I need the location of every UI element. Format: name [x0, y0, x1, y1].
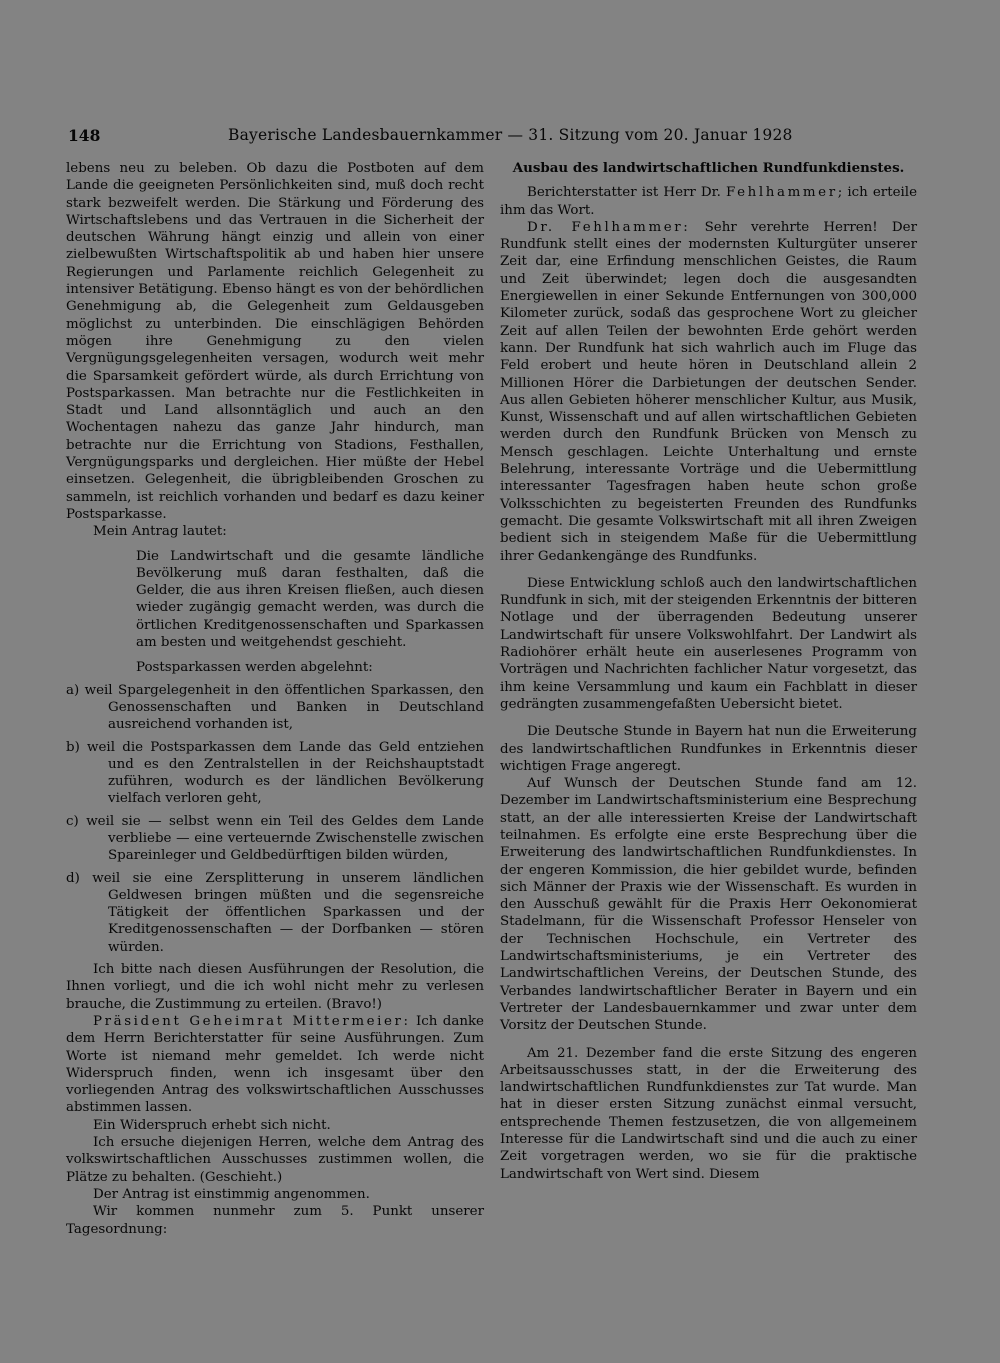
speaker-text: Ich danke dem Herrn Berichterstatter für seine Ausführungen. Zum Worte ist niemand mehr gemeldet. Ich werde nicht Widerspruch finden, wenn ich insgesamt über den vorliegenden Antrag des volkswirtschaftlichen Ausschusses abstimmen lassen.: [66, 1013, 484, 1116]
page-number: 148: [68, 126, 101, 145]
speaker-name: Dr. Fehlhammer:: [527, 219, 691, 235]
paragraph: Mein Antrag lautet:: [93, 524, 227, 540]
paragraph: [500, 219, 917, 565]
speaker-name: Fehlhammer: [725, 185, 838, 201]
list-item: c) weil sie — selbst wenn ein Teil des Geldes dem Lande verbliebe — eine verteuernde Zwischenstelle zwischen Spareinleger und Geldbedürftigen bilden würden,: [66, 813, 484, 864]
paragraph: lebens neu zu beleben. Ob dazu die Postboten auf dem Lande die geeigneten Persönlichkeiten sind, muß doch recht stark bezweifelt werden. Die Stärkung und Förderung des Wirtschaftslebens und das Vertrauen in die Sicherheit der deutschen Währung hängt einzig und allein von einer zielbewußten Wirtschaftspolitik ab und haben hier unsere Regierungen und Parlamente reichlich Gelegenheit zu intensiver Betätigung. Ebenso hängt es von der behördlichen Genehmigung ab, die Gelegenheit zum Geldausgeben möglichst zu unterbinden. Die einschlägigen Behörden mögen ihre Genehmigung zu den vielen Vergnügungsgelegenheiten versagen, wodurch weit mehr die Sparsamkeit gefördert würde, als durch Errichtung von Postsparkassen. Man betrachte nur die Festlichkeiten in Stadt und Land allsonntäglich und auch an den Wochentagen nahezu das ganze Jahr hindurch, man betrachte nur die Errichtung von Stadions, Festhallen, Vergnügungsparks und dergleichen. Hier müßte der Hebel einsetzen. Gelegenheit, die übrigbleibenden Groschen zu sammeln, ist reichlich vorhanden und bedarf es dazu keiner Postsparkasse.: [66, 161, 484, 522]
motion-subhead: Postsparkassen werden abgelehnt:: [136, 660, 373, 676]
paragraph: Ich bitte nach diesen Ausführungen der Resolution, die Ihnen vorliegt, und die ich wohl nicht mehr zu verlesen brauche, die Zustimmung zu erteilen. (Bravo!): [66, 962, 484, 1012]
list-item: a) weil Spargelegenheit in den öffentlichen Sparkassen, den Genossenschaften und Banken in Deutschland ausreichend vorhanden ist,: [66, 682, 484, 733]
list-item: b) weil die Postsparkassen dem Lande das Geld entziehen und es den Zentralstellen in der Reichshauptstadt zuführen, wodurch es der ländlichen Bevölkerung vielfach verloren geht,: [66, 739, 484, 807]
paragraph: [500, 184, 917, 219]
paragraph: Ein Widerspruch erhebt sich nicht.: [93, 1117, 331, 1133]
list-item: d) weil sie eine Zersplitterung in unserem ländlichen Geldwesen bringen müßten und die segensreiche Tätigkeit der öffentlichen Sparkassen und der Kreditgenossenschaften — der Dorfbanken — stören würden.: [66, 870, 484, 955]
paragraph: Der Antrag ist einstimmig angenommen.: [93, 1186, 370, 1202]
right-column: [500, 160, 917, 1183]
paragraph: Am 21. Dezember fand die erste Sitzung des engeren Arbeitsausschusses statt, in der die Erweiterung des landwirtschaftlichen Rundfunkdienstes zur Tat wurde. Man hat in dieser ersten Sitzung zunächst einmal versucht, entsprechende Themen festzusetzen, die von allgemeinem Interesse für die Landwirtschaft sind und die auch zu einer Zeit vorgetragen werden, wo sie für die praktische Landwirtschaft von Wert sind. Diesem: [500, 1045, 917, 1182]
paragraph: [66, 1013, 484, 1117]
paragraph: Auf Wunsch der Deutschen Stunde fand am 12. Dezember im Landwirtschaftsministerium eine Besprechung statt, an der alle interessierten Kreise der Landwirtschaft teilnahmen. Es erfolgte eine erste Besprechung über die Erweiterung des landwirtschaftlichen Rundfunkdienstes. In der engeren Kommission, die hier gebildet wurde, befinden sich Männer der Praxis wie der Wissenschaft. Es wurden in den Ausschuß gewählt für die Praxis Herr Oekonomierat Stadelmann, für die Wissenschaft Professor Henseler von der Technischen Hochschule, ein Vertreter des Landwirtschaftsministeriums, je ein Vertreter des Landwirtschaftlichen Vereins, der Deutschen Stunde, des Verbandes landwirtschaftlicher Berater in Bayern und ein Vertreter der Landesbauernkammer und zwar unter dem Vorsitz der Deutschen Stunde.: [500, 776, 917, 1034]
paragraph: Ich ersuche diejenigen Herren, welche dem Antrag des volkswirtschaftlichen Ausschusses zustimmen wollen, die Plätze zu behalten. (Geschieht.): [66, 1135, 484, 1185]
page-header: [68, 126, 793, 150]
speaker-name: Präsident Geheimrat Mittermeier:: [93, 1013, 411, 1029]
section-heading: Ausbau des landwirtschaftlichen Rundfunkdienstes.: [512, 160, 905, 176]
motion-text: Die Landwirtschaft und die gesamte ländliche Bevölkerung muß daran festhalten, daß die Gelder, die aus ihren Kreisen fließen, auch diesen wieder zugängig gemacht werden, was durch die örtlichen Kreditgenossenschaften und Sparkassen am besten und weitgehendst geschieht.: [136, 548, 484, 651]
left-column: [66, 160, 484, 1238]
running-title: Bayerische Landesbauernkammer — 31. Sitzung vom 20. Januar 1928: [228, 126, 793, 144]
paragraph: Die Deutsche Stunde in Bayern hat nun die Erweiterung des landwirtschaftlichen Rundfunkes in Erkenntnis dieser wichtigen Frage angeregt.: [500, 724, 917, 774]
text-span: ; ich erteile ihm das Wort.: [500, 185, 917, 218]
paragraph: Diese Entwicklung schloß auch den landwirtschaftlichen Rundfunk in sich, mit der steigenden Erkenntnis der bitteren Notlage und der überragenden Bedeutung unserer Landwirtschaft für unsere Volkswohlfahrt. Der Landwirt als Radiohörer erhält heute ein auserlesenes Programm von Vorträgen und Nachrichten fachlicher Natur vorgesetzt, das ihm keine Versammlung und kaum ein Fachblatt in dieser gedrängten zusammengefaßten Uebersicht bietet.: [500, 575, 917, 712]
text-span: Berichterstatter ist Herr Dr.: [527, 185, 726, 201]
paragraph: Wir kommen nunmehr zum 5. Punkt unserer Tagesordnung:: [66, 1204, 484, 1237]
speaker-text: Sehr verehrte Herren! Der Rundfunk stellt eines der modernsten Kulturgüter unserer Zeit dar, eine Erfindung menschlichen Geistes, die Raum und Zeit überwindet; legen doch die ausgesandten Energiewellen in einer Sekunde Entfernungen von 300,000 Kilometer zurück, sodaß das gesprochene Wort zu gleicher Zeit auf allen Teilen der bewohnten Erde gehört werden kann. Der Rundfunk hat sich wahrlich auch im Fluge das Feld erobert und heute hören in Deutschland allein 2 Millionen Hörer die Darbietungen der deutschen Sender. Aus allen Gebieten höherer menschlicher Kultur, aus Musik, Kunst, Wissenschaft und auf allen wirtschaftlichen Gebieten werden durch den Rundfunk Brücken von Mensch zu Mensch geschlagen. Leichte Unterhaltung und ernste Belehrung, interessante Vorträge und die Uebermittlung interessanter Tagesfragen haben heute schon große Volksschichten zu begeisterten Freunden des Rundfunks gemacht. Die gesamte Volkswirtschaft mit all ihren Zweigen bedient sich in steigendem Maße für die Uebermittlung ihrer Gedankengänge des Rundfunks.: [500, 219, 917, 564]
